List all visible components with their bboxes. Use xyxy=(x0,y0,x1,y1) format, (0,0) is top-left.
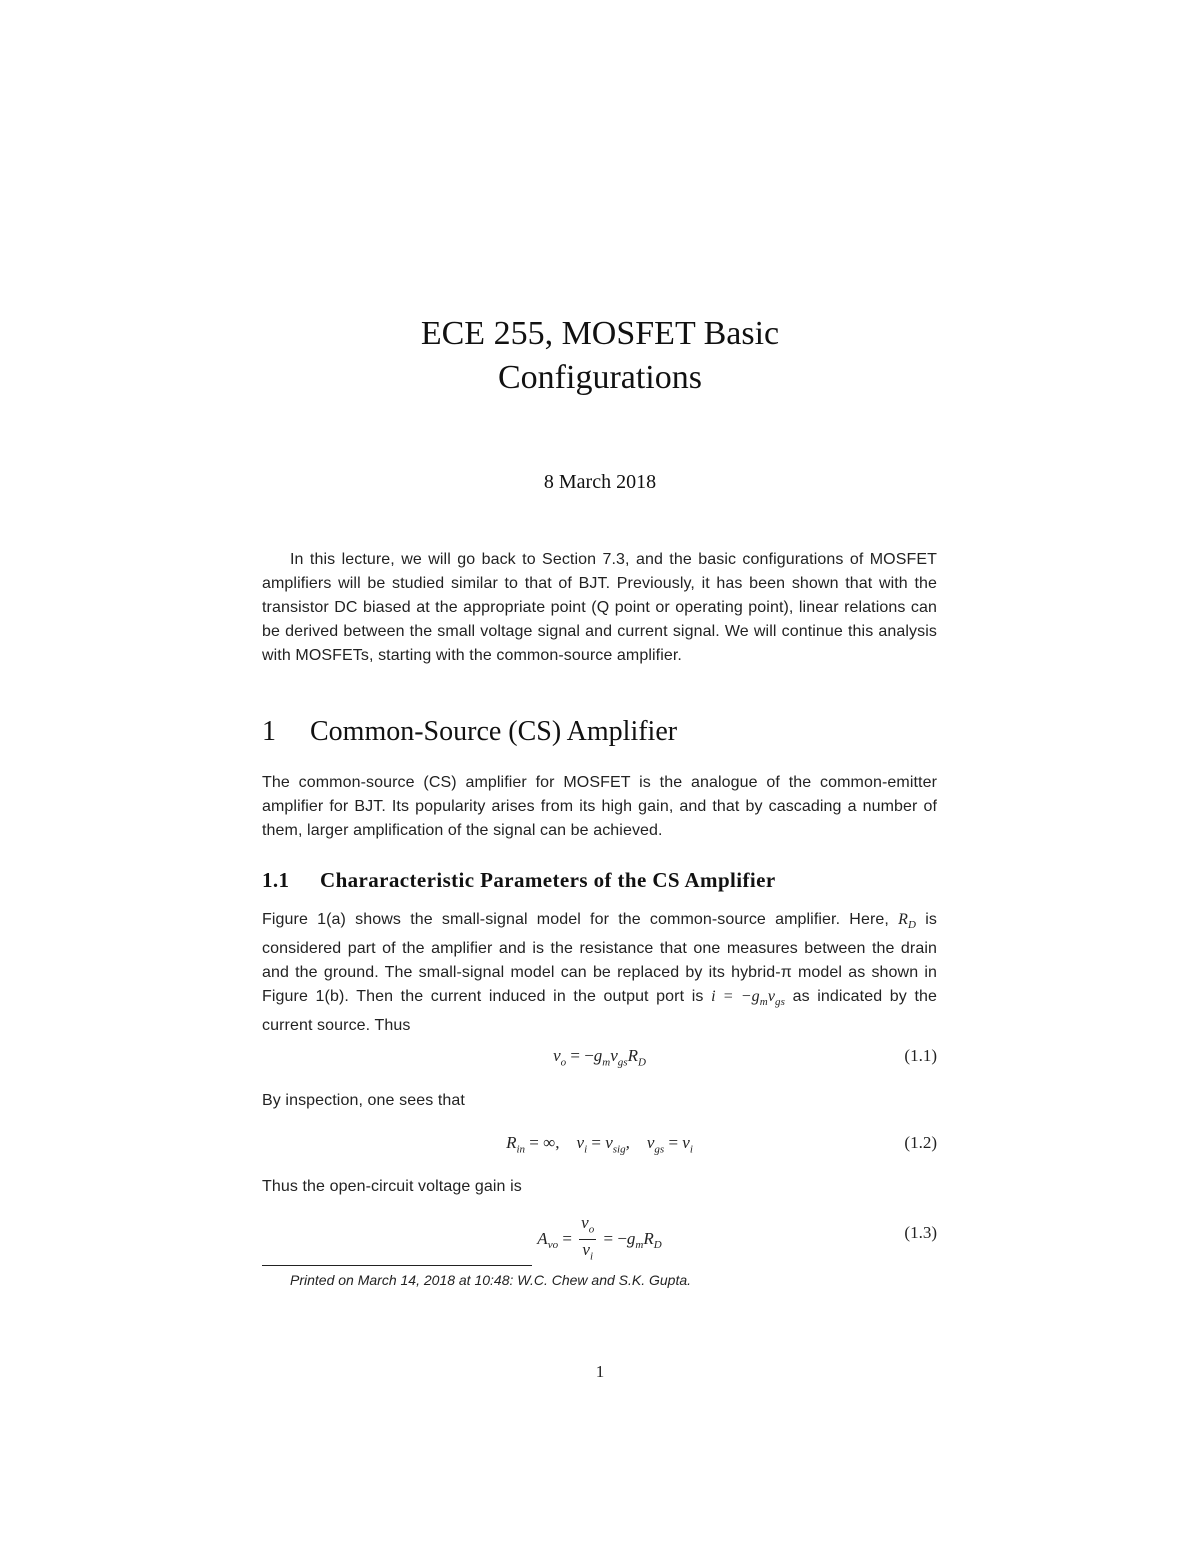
equation-body: $v_o = -g_mv_{gs}R_D$ xyxy=(553,1046,646,1069)
section-1-paragraph: The common-source (CS) amplifier for MOSFET is the analogue of the common-emitter amplifier for BJT. Its popularity arises from its high gain, and that by cascading a number of them, larger amplification of the signal can be achieved. xyxy=(262,774,937,839)
subsection-number: 1.1 xyxy=(262,868,290,892)
equation-1-1 xyxy=(262,1046,937,1078)
section-title: Common-Source (CS) Amplifier xyxy=(310,716,678,747)
equation-number: (1.2) xyxy=(904,1133,937,1152)
gain-text: Thus the open-circuit voltage gain is xyxy=(262,1178,522,1195)
section-heading-1 xyxy=(262,716,677,748)
subsection-paragraph xyxy=(262,908,937,1038)
equation-1-3 xyxy=(262,1213,937,1263)
title-line-1: ECE 255, MOSFET Basic xyxy=(420,315,780,352)
equation-1-2 xyxy=(262,1133,937,1165)
footnote-rule xyxy=(262,1265,532,1266)
rd-symbol: $R_D$ xyxy=(898,911,917,932)
inspection-text: By inspection, one sees that xyxy=(262,1092,465,1109)
equation-number: (1.1) xyxy=(904,1046,937,1065)
equation-body: $R_{in}$ = ∞, $v_i = v_{sig}$, $v_{gs} = v_i$ xyxy=(506,1133,693,1156)
equation-number: (1.3) xyxy=(904,1223,937,1242)
subsection-title: Chararacteristic Parameters of the CS Amplifier xyxy=(320,868,776,892)
para2-text-2: is considered part of the amplifier and is the resistance that one measures between the drain and the ground. The small-signal model can be replaced by its hybrid-π model as shown in Figure 1(b). Then the current induced in the output port is xyxy=(262,911,937,1006)
subsection-heading xyxy=(262,868,776,893)
footnote: Printed on March 14, 2018 at 10:48: W.C. Chew and S.K. Gupta. xyxy=(290,1272,692,1288)
page-number: 1 xyxy=(595,1362,605,1381)
document-title xyxy=(0,312,1200,400)
para2-text-3: as indicated by the current source. Thus xyxy=(262,988,937,1035)
document-date: 8 March 2018 xyxy=(543,471,657,493)
equation-body: $A_{vo}$ = $\frac{v_o}{v_i}$ = $-g_mR_D$ xyxy=(537,1213,662,1263)
current-expression: $i = -g_mv_{gs}$ xyxy=(711,988,785,1009)
intro-paragraph: In this lecture, we will go back to Section 7.3, and the basic configurations of MOSFET amplifiers will be studied similar to that of BJT. Previously, it has been shown that with the transistor DC biased at the appropriate point (Q point or operating point), linear relations can be derived between the small voltage signal and current signal. We will continue this analysis with MOSFETs, starting with the common-source amplifier. xyxy=(262,551,937,664)
para2-text-1: Figure 1(a) shows the small-signal model for the common-source amplifier. Here, xyxy=(262,911,889,928)
section-number: 1 xyxy=(262,716,276,747)
title-line-2: Configurations xyxy=(498,359,702,396)
